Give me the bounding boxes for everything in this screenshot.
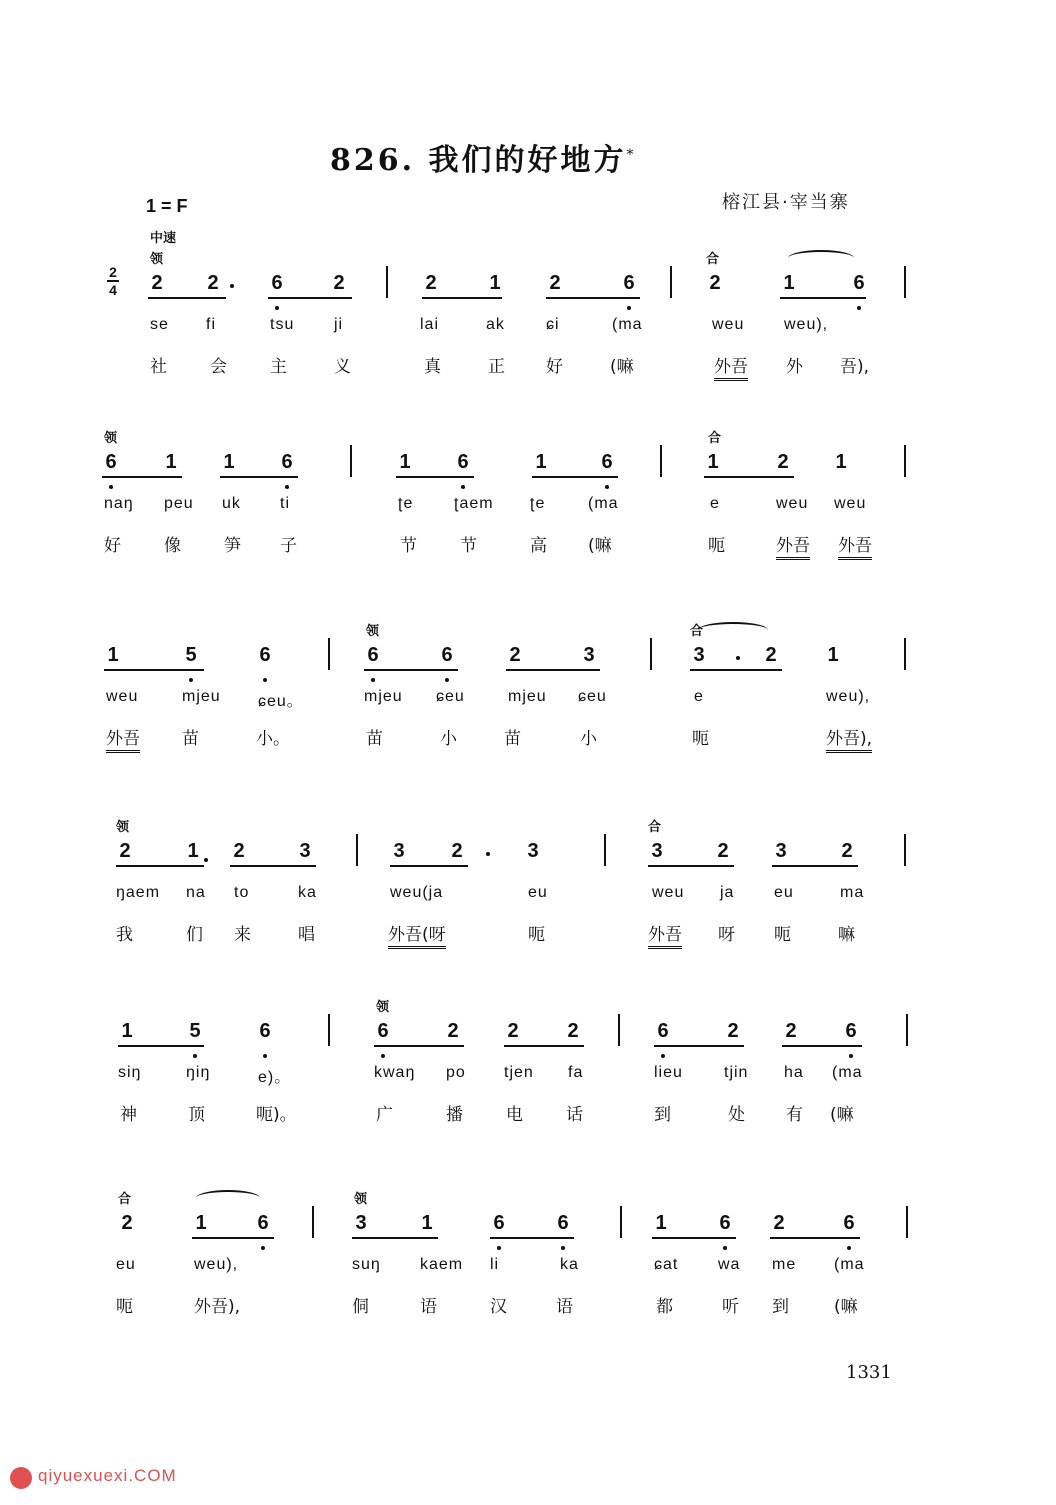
beam: [652, 1237, 736, 1239]
lyric-chinese: 播: [446, 1105, 463, 1125]
lyric-chinese: 外吾(呀: [388, 920, 446, 949]
lyric-chinese: 呃: [692, 729, 709, 749]
beam: [770, 1237, 860, 1239]
lyric-chinese: 苗: [182, 729, 199, 749]
note: 3: [583, 644, 595, 666]
lyric-chinese: 呃: [528, 925, 545, 945]
beam: [782, 1045, 862, 1047]
octave-dot: [381, 1054, 385, 1058]
duration-dot: [204, 858, 208, 862]
lyric-syllable: li: [490, 1256, 500, 1273]
lead-label: 领: [104, 431, 118, 446]
note: 2: [207, 272, 219, 294]
lyric-syllable: ʈe: [530, 495, 546, 512]
note: 6: [281, 451, 293, 473]
note: 3: [527, 840, 539, 862]
lyric-syllable: uk: [222, 495, 241, 512]
lyric-chinese: 笋: [224, 536, 241, 556]
note: 2: [567, 1020, 579, 1042]
beam: [390, 865, 468, 867]
lyric-syllable: po: [446, 1064, 466, 1081]
lyric-syllable: ja: [720, 884, 735, 901]
octave-dot: [261, 1246, 265, 1250]
lyric-syllable: weu),: [784, 316, 829, 333]
lyric-chinese: 吾),: [840, 357, 870, 377]
lyric-syllable: siŋ: [118, 1064, 142, 1081]
lyric-chinese: 高: [530, 536, 547, 556]
lyric-syllable: na: [186, 884, 206, 901]
beam: [352, 1237, 438, 1239]
lyric-syllable: ŋiŋ: [186, 1064, 211, 1081]
bar-line: [650, 638, 652, 670]
lyric-chinese: 来: [234, 925, 251, 945]
note: 6: [843, 1212, 855, 1234]
lyric-chinese: 真: [424, 357, 441, 377]
lyric-chinese: 神: [120, 1105, 137, 1125]
lyric-chinese: 小。: [256, 729, 290, 749]
note: 1: [107, 644, 119, 666]
lyric-chinese: 我: [116, 925, 133, 945]
octave-dot: [263, 678, 267, 682]
beam: [220, 476, 298, 478]
lyric-chinese: 节: [400, 536, 417, 556]
lyric-syllable: to: [234, 884, 250, 901]
lyric-chinese: 话: [566, 1105, 583, 1125]
lyric-syllable: se: [150, 316, 169, 333]
lyric-syllable: ha: [784, 1064, 804, 1081]
octave-dot: [605, 485, 609, 489]
beam: [532, 476, 618, 478]
lyric-chinese: 语: [420, 1297, 437, 1317]
lyric-syllable: ka: [560, 1256, 579, 1273]
octave-dot: [723, 1246, 727, 1250]
note: 2: [425, 272, 437, 294]
lyric-syllable: e: [710, 495, 720, 512]
lyric-syllable: kaem: [420, 1256, 464, 1273]
bar-line: [604, 834, 606, 866]
lyric-chinese: 到: [654, 1105, 671, 1125]
lyric-chinese: 外吾: [106, 724, 140, 753]
note: 3: [651, 840, 663, 862]
lyric-chinese: 好: [546, 357, 563, 377]
octave-dot: [285, 485, 289, 489]
lyric-chinese: 有: [786, 1105, 803, 1125]
page-number: 1331: [846, 1362, 892, 1383]
lyric-chinese: 顶: [188, 1105, 205, 1125]
octave-dot: [627, 306, 631, 310]
beam: [422, 297, 502, 299]
beam: [772, 865, 858, 867]
lyric-chinese: (嘛: [610, 357, 634, 377]
beam: [648, 865, 734, 867]
lyric-syllable: ɕeu。: [258, 693, 304, 710]
score-system-5: [0, 1000, 1056, 1170]
lyric-syllable: ŋaem: [116, 884, 161, 901]
lyric-syllable: (ma: [588, 495, 619, 512]
note: 2: [549, 272, 561, 294]
lyric-syllable: tsu: [270, 316, 295, 333]
lyric-chinese: 处: [728, 1105, 745, 1125]
note: 6: [601, 451, 613, 473]
lyric-chinese: 正: [488, 357, 505, 377]
duration-dot: [230, 284, 234, 288]
note: 6: [257, 1212, 269, 1234]
note: 1: [223, 451, 235, 473]
lyric-chinese: 侗: [352, 1297, 369, 1317]
lead-label: 领: [150, 252, 164, 267]
octave-dot: [849, 1054, 853, 1058]
note: 2: [151, 272, 163, 294]
beam: [490, 1237, 574, 1239]
bar-line: [904, 834, 906, 866]
octave-dot: [193, 1054, 197, 1058]
lyric-syllable: fi: [206, 316, 216, 333]
beam: [546, 297, 640, 299]
bar-line: [660, 445, 662, 477]
note: 2: [121, 1212, 133, 1234]
beam: [192, 1237, 274, 1239]
lyric-chinese: 呀: [718, 925, 735, 945]
note: 2: [785, 1020, 797, 1042]
note: 1: [783, 272, 795, 294]
lyric-chinese: 们: [186, 925, 203, 945]
lyric-syllable: weu: [106, 688, 139, 705]
lyric-syllable: weu: [652, 884, 685, 901]
note: 6: [623, 272, 635, 294]
lyric-chinese: 外吾),: [194, 1297, 241, 1317]
lyric-syllable: eu: [116, 1256, 136, 1273]
lyric-syllable: mjeu: [364, 688, 403, 705]
beam: [704, 476, 794, 478]
note: 3: [393, 840, 405, 862]
beam: [104, 669, 204, 671]
slur: [196, 1190, 260, 1206]
lyric-syllable: weu: [834, 495, 867, 512]
lead-label: 领: [354, 1192, 368, 1207]
octave-dot: [847, 1246, 851, 1250]
lyric-chinese: 语: [556, 1297, 573, 1317]
lyric-chinese: 苗: [366, 729, 383, 749]
note: 1: [121, 1020, 133, 1042]
bar-line: [328, 638, 330, 670]
note: 6: [377, 1020, 389, 1042]
bar-line: [906, 1014, 908, 1046]
source-location: 榕江县·宰当寨: [722, 192, 850, 213]
lyric-syllable: (ma: [834, 1256, 865, 1273]
bar-line: [670, 266, 672, 298]
beam: [118, 1045, 204, 1047]
octave-dot: [561, 1246, 565, 1250]
chorus-label: 合: [706, 252, 720, 267]
lyric-chinese: 子: [280, 536, 297, 556]
slur: [788, 250, 854, 266]
score-system-3: [0, 624, 1056, 794]
lyric-chinese: 像: [164, 536, 181, 556]
bar-line: [618, 1014, 620, 1046]
tempo-marking: 中速: [150, 231, 177, 246]
bar-line: [904, 445, 906, 477]
duration-dot: [736, 656, 740, 660]
note: 6: [441, 644, 453, 666]
beam: [230, 865, 316, 867]
lyric-syllable: e: [694, 688, 704, 705]
lead-label: 领: [116, 820, 130, 835]
lyric-syllable: ka: [298, 884, 317, 901]
key-signature: 1 = F: [146, 196, 188, 216]
lyric-syllable: suŋ: [352, 1256, 381, 1273]
lyric-syllable: ji: [334, 316, 344, 333]
lyric-syllable: weu: [776, 495, 809, 512]
note: 1: [827, 644, 839, 666]
lyric-chinese: 外吾: [838, 531, 872, 560]
lyric-chinese: 好: [104, 536, 121, 556]
lyric-chinese: 呃)。: [256, 1105, 297, 1125]
lead-label: 领: [366, 624, 380, 639]
lyric-syllable: e)。: [258, 1069, 292, 1086]
lyric-syllable: ma: [840, 884, 865, 901]
lyric-chinese: 会: [210, 357, 227, 377]
octave-dot: [263, 1054, 267, 1058]
lyric-syllable: ɕeu: [578, 688, 607, 705]
lyric-chinese: (嘛: [834, 1297, 858, 1317]
note: 2: [451, 840, 463, 862]
note: 3: [299, 840, 311, 862]
lyric-chinese: (嘛: [830, 1105, 854, 1125]
lyric-syllable: ɕi: [546, 316, 560, 333]
lyric-chinese: 听: [722, 1297, 739, 1317]
lyric-syllable: weu: [712, 316, 745, 333]
note: 1: [489, 272, 501, 294]
octave-dot: [109, 485, 113, 489]
bar-line: [312, 1206, 314, 1238]
bar-line: [356, 834, 358, 866]
note: 2: [777, 451, 789, 473]
octave-dot: [189, 678, 193, 682]
beam: [690, 669, 782, 671]
octave-dot: [461, 485, 465, 489]
meter-top: 2: [109, 264, 117, 280]
lyric-syllable: eu: [528, 884, 548, 901]
note: 3: [355, 1212, 367, 1234]
song-title: 826. 我们的好地方*: [330, 143, 637, 178]
bar-line: [904, 266, 906, 298]
note: 6: [853, 272, 865, 294]
lyric-syllable: (ma: [612, 316, 643, 333]
bar-line: [620, 1206, 622, 1238]
lyric-syllable: fa: [568, 1064, 584, 1081]
lyric-syllable: ɕat: [654, 1256, 679, 1273]
lyric-chinese: 苗: [504, 729, 521, 749]
lyric-chinese: 外吾),: [826, 724, 872, 753]
note: 6: [657, 1020, 669, 1042]
note: 2: [447, 1020, 459, 1042]
note: 2: [727, 1020, 739, 1042]
beam: [116, 865, 204, 867]
bar-line: [906, 1206, 908, 1238]
beam: [780, 297, 866, 299]
lyric-chinese: 呃: [708, 536, 725, 556]
lyric-syllable: ti: [280, 495, 290, 512]
note: 1: [187, 840, 199, 862]
octave-dot: [371, 678, 375, 682]
chorus-label: 合: [648, 820, 662, 835]
lyric-chinese: 嘛: [838, 925, 855, 945]
bar-line: [328, 1014, 330, 1046]
lyric-chinese: 广: [376, 1105, 393, 1125]
lyric-chinese: 电: [506, 1105, 523, 1125]
note: 2: [119, 840, 131, 862]
lyric-syllable: weu(ja: [390, 884, 444, 901]
note: 1: [421, 1212, 433, 1234]
lyric-chinese: 唱: [298, 925, 315, 945]
note: 6: [719, 1212, 731, 1234]
lyric-chinese: 小: [440, 729, 457, 749]
octave-dot: [857, 306, 861, 310]
octave-dot: [275, 306, 279, 310]
lyric-chinese: 汉: [490, 1297, 507, 1317]
lyric-syllable: tjin: [724, 1064, 749, 1081]
note: 2: [765, 644, 777, 666]
score-system-1: [0, 252, 1056, 422]
note: 1: [707, 451, 719, 473]
lyric-syllable: lieu: [654, 1064, 683, 1081]
lyric-syllable: lai: [420, 316, 440, 333]
note: 2: [507, 1020, 519, 1042]
lyric-chinese: 义: [334, 357, 351, 377]
note: 6: [105, 451, 117, 473]
lyric-syllable: (ma: [832, 1064, 863, 1081]
note: 5: [185, 644, 197, 666]
lyric-chinese: 社: [150, 357, 167, 377]
lyric-chinese: 呃: [116, 1297, 133, 1317]
lyric-chinese: 外吾: [648, 920, 682, 949]
note: 2: [841, 840, 853, 862]
beam: [506, 669, 600, 671]
bar-line: [386, 266, 388, 298]
note: 2: [333, 272, 345, 294]
beam: [396, 476, 474, 478]
chorus-label: 合: [118, 1192, 132, 1207]
beam: [364, 669, 458, 671]
note: 6: [557, 1212, 569, 1234]
chorus-label: 合: [690, 624, 704, 639]
lyric-chinese: 主: [270, 357, 287, 377]
note: 1: [655, 1212, 667, 1234]
lyric-syllable: tjen: [504, 1064, 534, 1081]
note: 1: [399, 451, 411, 473]
octave-dot: [497, 1246, 501, 1250]
beam: [374, 1045, 464, 1047]
note: 1: [535, 451, 547, 473]
note: 5: [189, 1020, 201, 1042]
note: 2: [509, 644, 521, 666]
note: 2: [233, 840, 245, 862]
note: 1: [835, 451, 847, 473]
slur: [698, 622, 768, 638]
score-system-6: [0, 1192, 1056, 1362]
note: 1: [195, 1212, 207, 1234]
lyric-chinese: 外吾: [714, 352, 748, 381]
lyric-syllable: peu: [164, 495, 194, 512]
note: 2: [773, 1212, 785, 1234]
beam: [102, 476, 182, 478]
title-footnote-mark: *: [626, 147, 637, 163]
beam: [268, 297, 352, 299]
lyric-syllable: ʈe: [398, 495, 414, 512]
meter-bottom: 4: [109, 282, 117, 298]
lyric-syllable: eu: [774, 884, 794, 901]
beam: [148, 297, 226, 299]
note: 6: [457, 451, 469, 473]
note: 6: [271, 272, 283, 294]
lyric-syllable: ʈaem: [454, 495, 494, 512]
note: 6: [845, 1020, 857, 1042]
lyric-chinese: 外: [786, 357, 803, 377]
octave-dot: [445, 678, 449, 682]
watermark: qiyuexuexi.COM: [38, 1466, 177, 1485]
lyric-syllable: me: [772, 1256, 797, 1273]
note: 6: [259, 644, 271, 666]
lead-label: 领: [376, 1000, 390, 1015]
lyric-syllable: weu),: [194, 1256, 239, 1273]
score-system-4: [0, 820, 1056, 990]
lyric-chinese: 小: [580, 729, 597, 749]
lyric-syllable: kwaŋ: [374, 1064, 416, 1081]
lyric-syllable: mjeu: [182, 688, 221, 705]
lyric-chinese: (嘛: [588, 536, 612, 556]
beam: [504, 1045, 584, 1047]
score-system-2: [0, 431, 1056, 601]
note: 3: [775, 840, 787, 862]
note: 6: [367, 644, 379, 666]
note: 1: [165, 451, 177, 473]
lyric-syllable: naŋ: [104, 495, 134, 512]
duration-dot: [486, 852, 490, 856]
bar-line: [904, 638, 906, 670]
octave-dot: [661, 1054, 665, 1058]
lyric-syllable: weu),: [826, 688, 871, 705]
note: 2: [717, 840, 729, 862]
lyric-chinese: 到: [772, 1297, 789, 1317]
note: 3: [693, 644, 705, 666]
lyric-syllable: ak: [486, 316, 505, 333]
lyric-chinese: 节: [460, 536, 477, 556]
lyric-syllable: mjeu: [508, 688, 547, 705]
lyric-chinese: 都: [656, 1297, 673, 1317]
beam: [654, 1045, 744, 1047]
note: 2: [709, 272, 721, 294]
note: 6: [259, 1020, 271, 1042]
watermark-logo-icon: [10, 1467, 32, 1489]
lyric-chinese: 外吾: [776, 531, 810, 560]
bar-line: [350, 445, 352, 477]
lyric-syllable: ɕeu: [436, 688, 465, 705]
note: 6: [493, 1212, 505, 1234]
lyric-chinese: 呃: [774, 925, 791, 945]
chorus-label: 合: [708, 431, 722, 446]
lyric-syllable: wa: [718, 1256, 741, 1273]
